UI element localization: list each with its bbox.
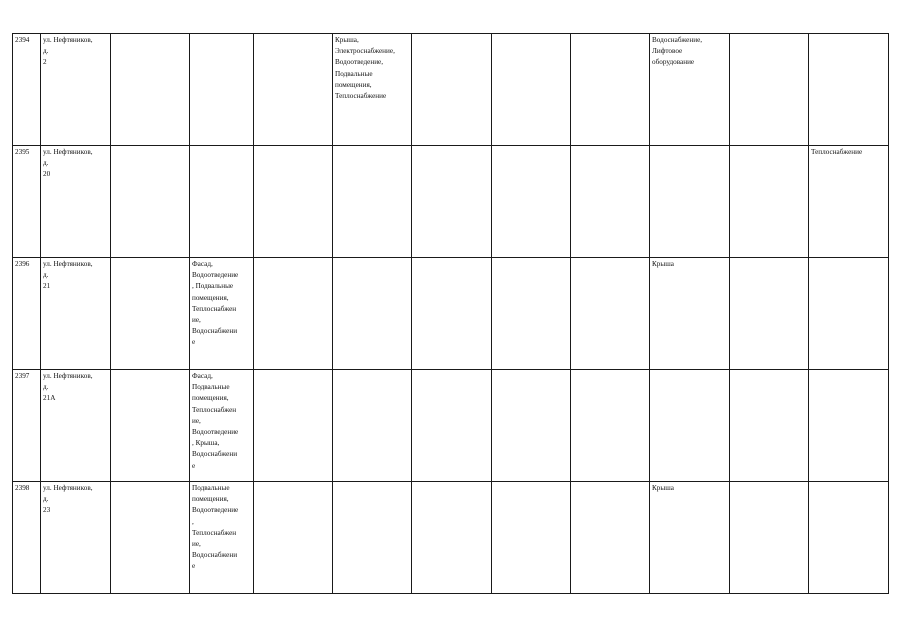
works-cell [730,146,809,258]
works-cell [650,370,730,482]
address-cell: ул. Нефтяников, д. 21 [41,258,111,370]
table-row [13,258,889,370]
works-cell [412,482,492,594]
empty-cell [111,370,190,482]
works-cell [571,258,650,370]
works-cell [492,482,571,594]
works-cell: Водоснабжение, Лифтовое оборудование [650,34,730,146]
row-number-cell: 2398 [13,482,41,594]
works-cell [730,34,809,146]
works-cell [492,146,571,258]
works-cell [730,258,809,370]
works-cell [809,34,889,146]
works-cell [254,146,333,258]
works-cell [730,370,809,482]
works-cell: Крыша [650,258,730,370]
table-row [13,34,889,146]
works-cell [650,146,730,258]
row-number-cell: 2397 [13,370,41,482]
table-row [13,482,889,594]
works-cell: Теплоснабжение [809,146,889,258]
works-cell [809,370,889,482]
works-cell [809,258,889,370]
works-cell [492,258,571,370]
works-cell [333,258,412,370]
works-cell [571,482,650,594]
works-cell [492,370,571,482]
works-cell [333,146,412,258]
table-row [13,146,889,258]
works-cell [254,482,333,594]
row-number-cell: 2396 [13,258,41,370]
works-cell: Фасад, Водоотведение , Подвальные помещения, Теплоснабжен ие, Водоснабжени е [190,258,254,370]
empty-cell [111,34,190,146]
table-row [13,370,889,482]
works-cell: Подвальные помещения, Водоотведение , Теплоснабжен ие, Водоснабжени е [190,482,254,594]
works-cell: Крыша [650,482,730,594]
row-number-cell: 2395 [13,146,41,258]
works-cell [333,370,412,482]
works-cell [571,146,650,258]
address-cell: ул. Нефтяников, д. 2 [41,34,111,146]
empty-cell [111,482,190,594]
works-cell [571,34,650,146]
works-cell [412,258,492,370]
empty-cell [111,146,190,258]
works-cell [333,482,412,594]
address-cell: ул. Нефтяников, д. 20 [41,146,111,258]
works-cell [254,34,333,146]
address-cell: ул. Нефтяников, д. 21А [41,370,111,482]
housing-repair-table [12,33,889,594]
works-cell [492,34,571,146]
works-cell [730,482,809,594]
works-cell: Фасад, Подвальные помещения, Теплоснабжен ие, Водоотведение , Крыша, Водоснабжени е [190,370,254,482]
works-cell [190,34,254,146]
works-cell [809,482,889,594]
works-cell [254,370,333,482]
works-cell: Крыша, Электроснабжение, Водоотведение, Подвальные помещения, Теплоснабжение [333,34,412,146]
works-cell [254,258,333,370]
works-cell [412,370,492,482]
works-cell [412,146,492,258]
works-cell [190,146,254,258]
address-cell: ул. Нефтяников, д. 23 [41,482,111,594]
row-number-cell: 2394 [13,34,41,146]
empty-cell [111,258,190,370]
works-cell [412,34,492,146]
works-cell [571,370,650,482]
